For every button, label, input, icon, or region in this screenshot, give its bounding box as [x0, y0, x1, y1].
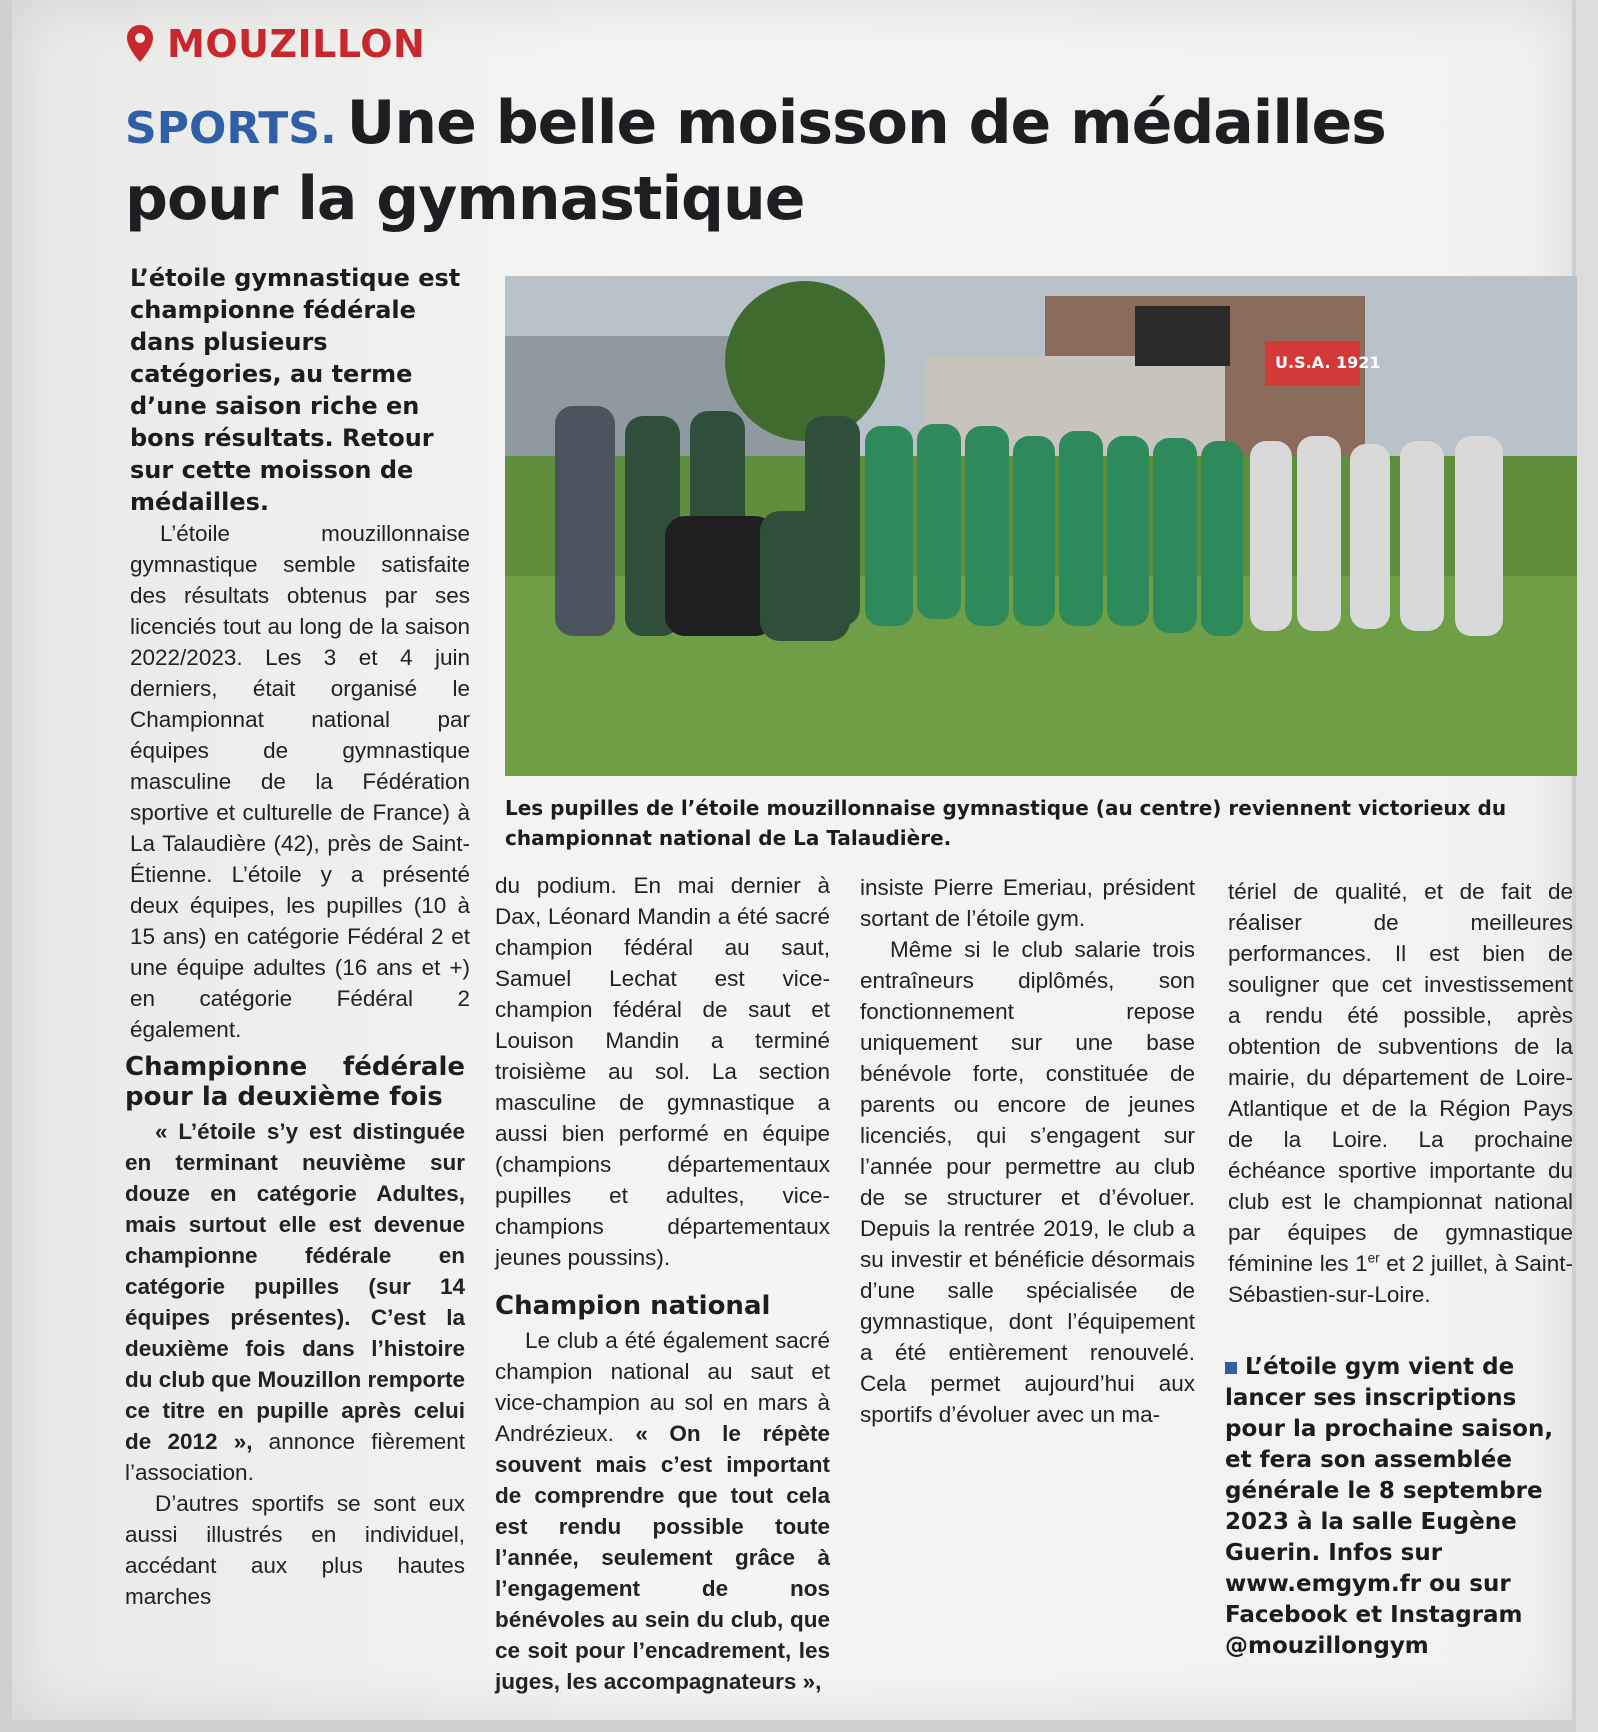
subheading: Champion national	[495, 1291, 771, 1321]
section-header	[125, 22, 425, 66]
article-column-1	[130, 518, 470, 1045]
article-column-2	[495, 870, 830, 1697]
superscript: er	[1367, 1250, 1380, 1266]
photo-caption: Les pupilles de l’étoile mouzillonnaise gymnastique (au centre) reviennent victorieux du championnat national de La Talaudière.	[505, 796, 1507, 850]
article-paragraph	[495, 1325, 830, 1697]
article-column-4	[1228, 876, 1573, 1310]
team-photo	[505, 276, 1577, 776]
article-paragraph	[125, 1116, 465, 1488]
article-paragraph: insiste Pierre Emeriau, président sortant de l’étoile gym.	[860, 875, 1195, 931]
paragraph-tail: annonce fièrement l’association.	[125, 1429, 466, 1485]
article-lead: L’étoile gymnastique est championne fédérale dans plusieurs catégories, au terme d’une saison riche en bons résultats. Retour sur cette moisson de médailles.	[130, 264, 461, 516]
paragraph-text: Le club a été également sacré champion national au saut et vice-champion au sol en mars à Andrézieux.	[495, 1328, 830, 1446]
location-pin-icon	[125, 24, 155, 64]
subheading: Championne fédérale pour la deuxième fois	[125, 1052, 465, 1112]
team-photo-illustration	[505, 276, 1577, 776]
bullet-square-icon	[1225, 1362, 1237, 1374]
section-name: MOUZILLON	[167, 22, 426, 66]
info-text: L’étoile gym vient de lancer ses inscriptions pour la prochaine saison, et fera son assemblée générale le 8 septembre 2023 à la salle Eugène Guerin. Infos sur www.emgym.fr ou sur Facebook et Instagram @mouzillongym	[1225, 1354, 1554, 1659]
paragraph-end: et 2 juillet, à Saint-Sébastien-sur-Loire.	[1228, 1251, 1573, 1307]
sign-text: U.S.A. 1921	[1275, 353, 1381, 372]
headline-text: Une belle moisson de médailles pour la gymnastique	[125, 88, 1386, 234]
article-paragraph: D’autres sportifs se sont eux aussi illustrés en individuel, accédant aux plus hautes marches	[125, 1491, 465, 1609]
rubric-label: SPORTS.	[125, 103, 337, 154]
article-paragraph: du podium. En mai dernier à Dax, Léonard Mandin a été sacré champion fédéral au saut, Samuel Lechat est vice-champion fédéral de saut et Louison Mandin a terminé troisième au sol. La section masculine de gymnastique a aussi bien performé en équipe (champions départementaux pupilles et adultes, vice-champions départementaux jeunes poussins).	[495, 873, 830, 1270]
paragraph-text: tériel de qualité, et de fait de réaliser de meilleures performances. Il est bien de souligner que cet investissement a rendu été possible, après obtention de subventions de la mairie, du département de Loire-Atlantique et de la Région Pays de la Loire. La prochaine échéance sportive importante du club est le championnat national par équipes de gymnastique féminine les 1	[1228, 879, 1573, 1276]
article-paragraph: L’étoile mouzillonnaise gymnastique semble satisfaite des résultats obtenus par ses licenciés tout au long de la saison 2022/2023. Les 3 et 4 juin derniers, était organisé le Championnat national par équipes de gymnastique masculine de la Fédération sportive et culturelle de France) à La Talaudière (42), près de Saint-Étienne. L’étoile y a présenté deux équipes, les pupilles (10 à 15 ans) en catégorie Fédéral 2 et une équipe adultes (16 ans et +) en catégorie Fédéral 2 également.	[130, 521, 470, 1042]
article-paragraph: Même si le club salarie trois entraîneurs diplômés, son fonctionnement repose uniquement sur une base bénévole forte, constituée de parents ou encore de jeunes licenciés, qui s’engagent sur l’année pour permettre au club de se structurer et d’évoluer. Depuis la rentrée 2019, le club a su investir et bénéficie désormais d’une salle spécialisée de gymnastique, dont l’équipement a été entièrement renouvelé. Cela permet aujourd’hui aux sportifs d’évoluer avec un ma-	[860, 937, 1195, 1427]
article-paragraph	[1228, 876, 1573, 1310]
article-column-1-lower	[125, 1044, 465, 1612]
article-headline	[125, 88, 1425, 234]
info-box	[1225, 1352, 1575, 1662]
quote-text: « On le répète souvent mais c’est important de comprendre que tout cela est rendu possible toute l’année, seulement grâce à l’engagement de nos bénévoles au sein du club, que ce soit pour l’encadrement, les juges, les accompagnateurs »,	[495, 1421, 830, 1694]
quote-text: « L’étoile s’y est distinguée en terminant neuvième sur douze en catégorie Adultes, mais surtout elle est devenue championne fédérale en catégorie pupilles (sur 14 équipes présentes). C’est la deuxième fois dans l’histoire du club que Mouzillon remporte ce titre en pupille après celui de 2012 »,	[125, 1119, 465, 1454]
article-column-3	[860, 872, 1195, 1430]
page-edge	[1576, 0, 1598, 1732]
